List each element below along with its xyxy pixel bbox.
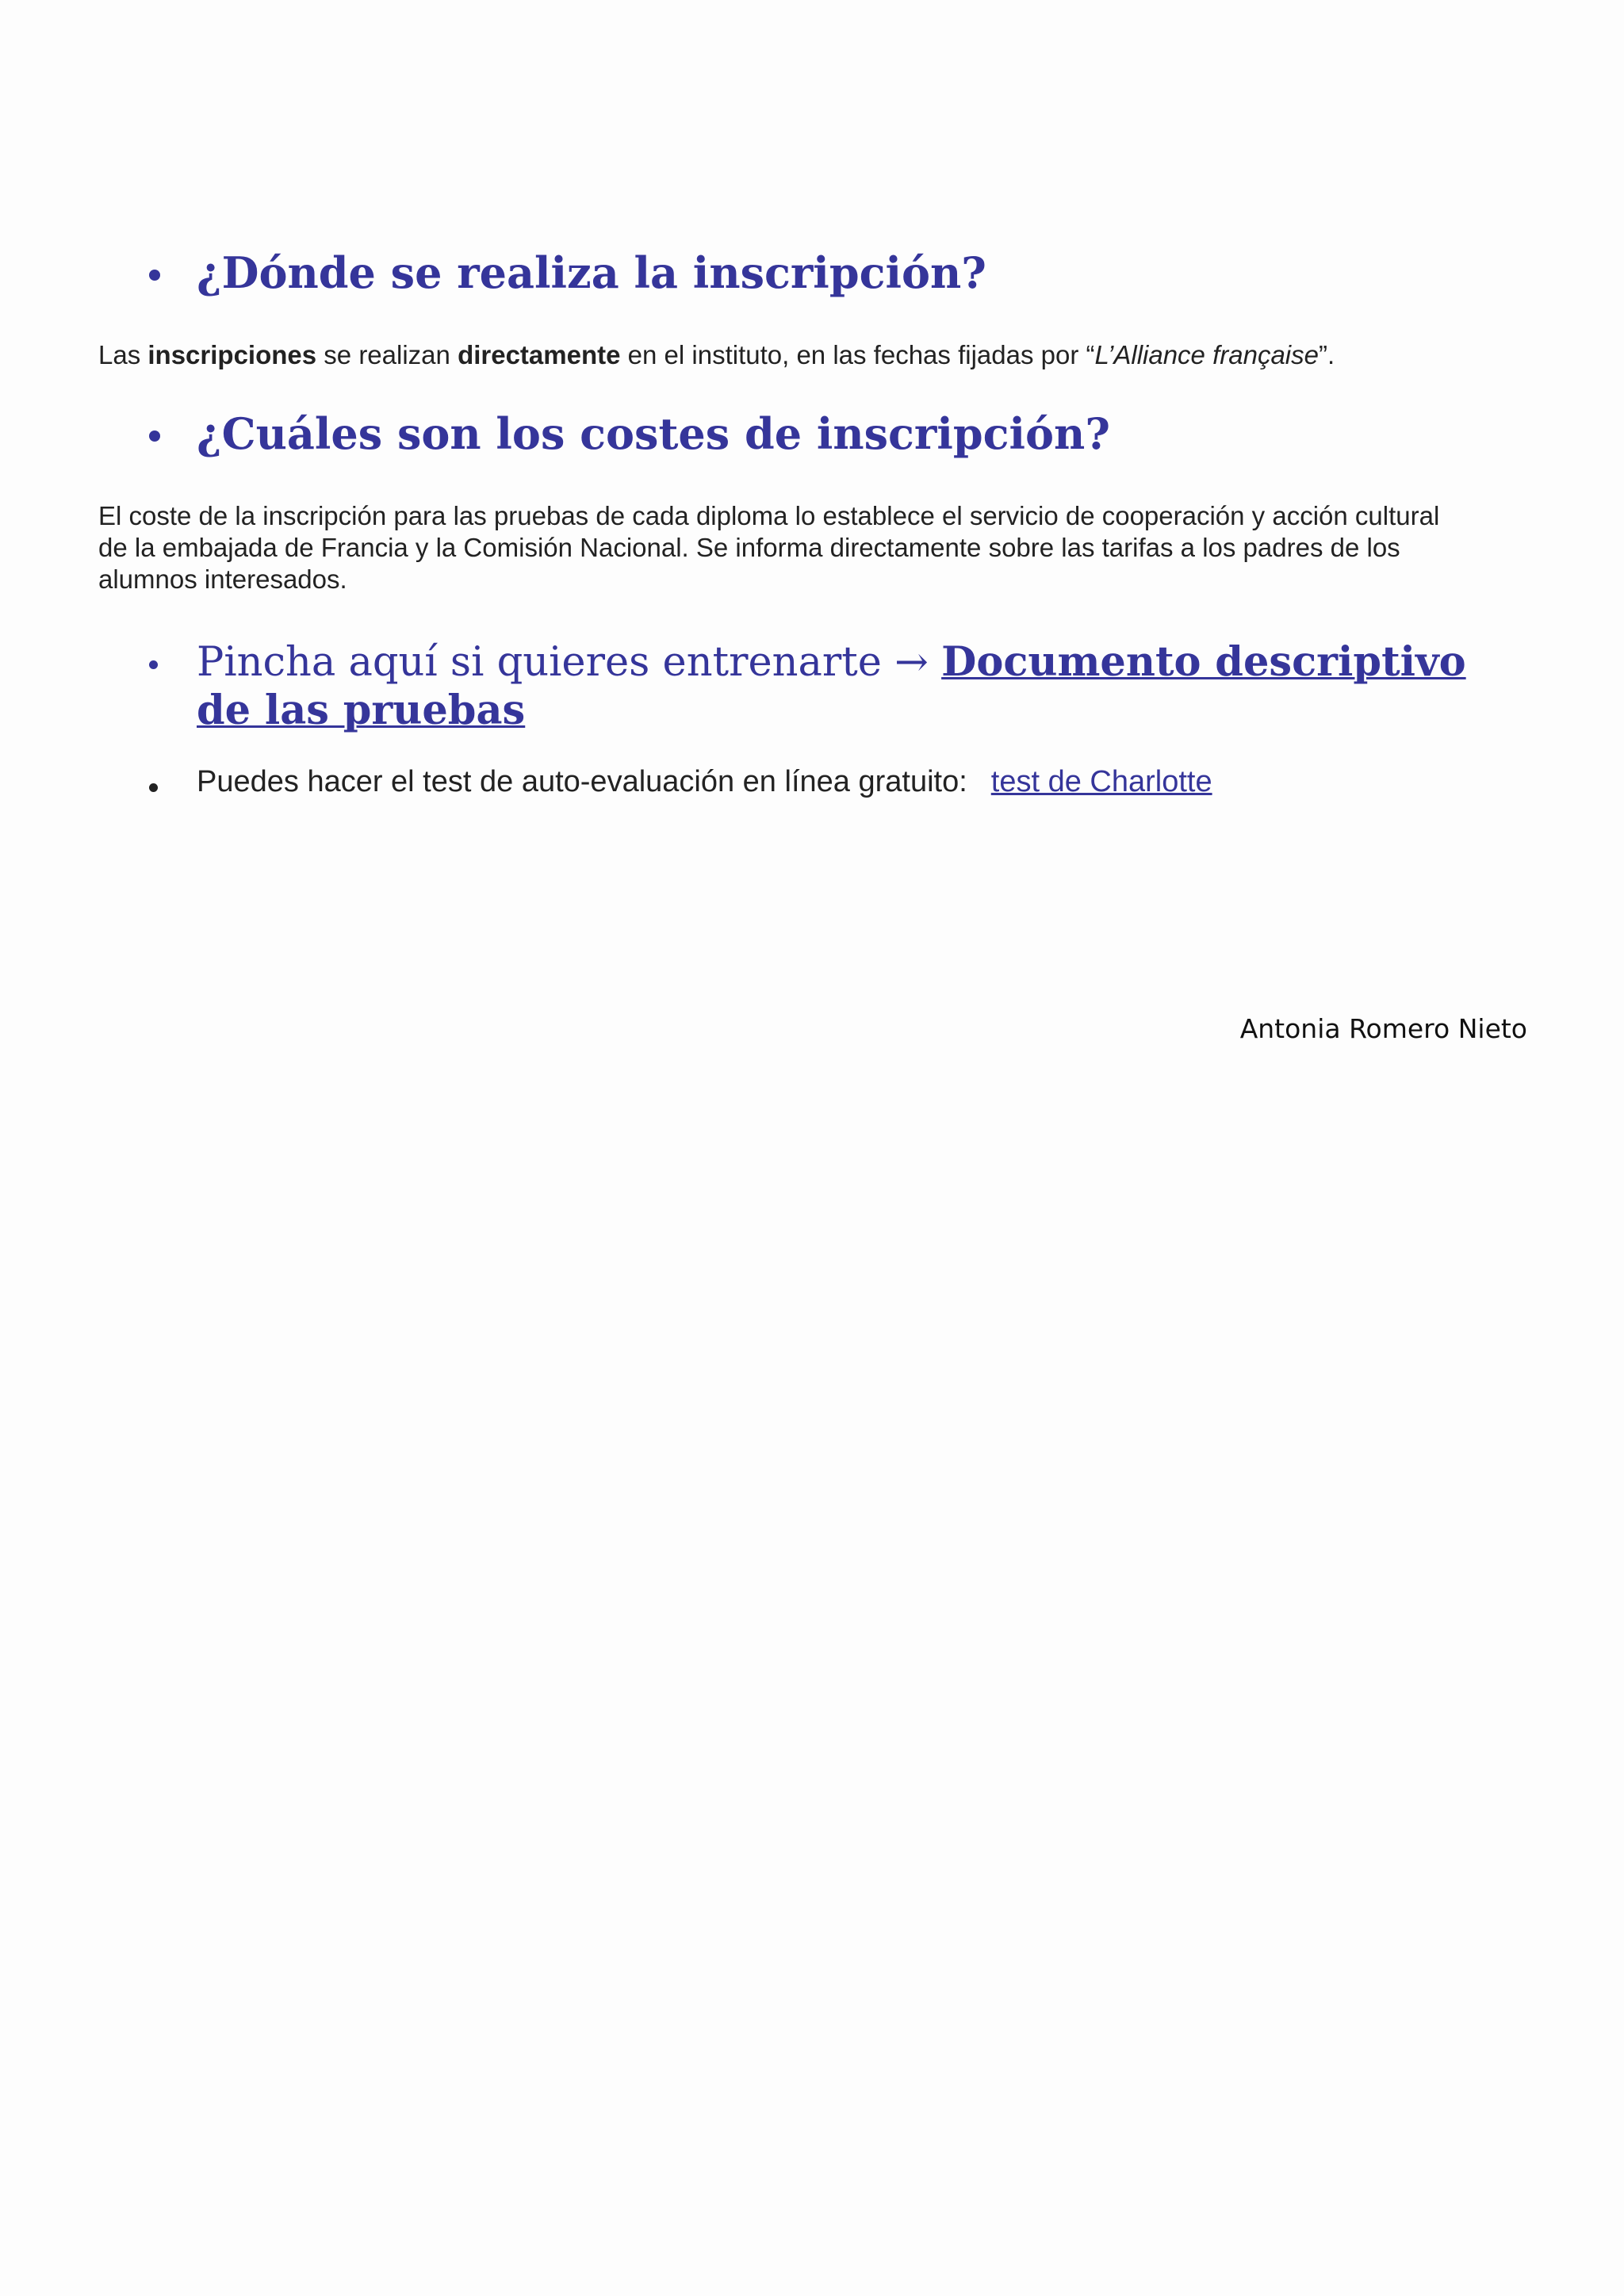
bullet-icon <box>149 783 158 792</box>
paragraph-line: de la embajada de Francia y la Comisión Nacional. Se informa directamente sobre las tarifas a los padres de los <box>98 533 1400 562</box>
selftest-text: Puedes hacer el test de auto-evaluación en línea gratuito: <box>197 765 967 798</box>
bullet-icon <box>149 430 160 442</box>
heading-costs: ¿Cuáles son los costes de inscripción? <box>197 408 1110 459</box>
training-item <box>197 638 1529 735</box>
author-name: Antonia Romero Nieto <box>1239 1013 1527 1044</box>
paragraph-line: El coste de la inscripción para las pruebas de cada diploma lo establece el servicio de cooperación y acción cultural <box>98 501 1440 530</box>
paragraph-costs <box>98 500 1439 595</box>
charlotte-test-link[interactable]: test de Charlotte <box>990 765 1212 798</box>
training-text: Pincha aquí si quieres entrenarte → <box>197 639 942 686</box>
selftest-item <box>197 765 1212 799</box>
bullet-icon <box>149 660 158 669</box>
bullet-icon <box>149 270 160 281</box>
descriptive-document-link[interactable]: Documento descriptivo de las pruebas <box>197 638 1466 734</box>
paragraph-line: alumnos interesados. <box>98 564 347 594</box>
heading-where-enroll: ¿Dónde se realiza la inscripción? <box>197 247 986 298</box>
paragraph-where-enroll: Las inscripciones se realizan directamente en el instituto, en las fechas fijadas por “L’Alliance française”. <box>98 340 1335 369</box>
